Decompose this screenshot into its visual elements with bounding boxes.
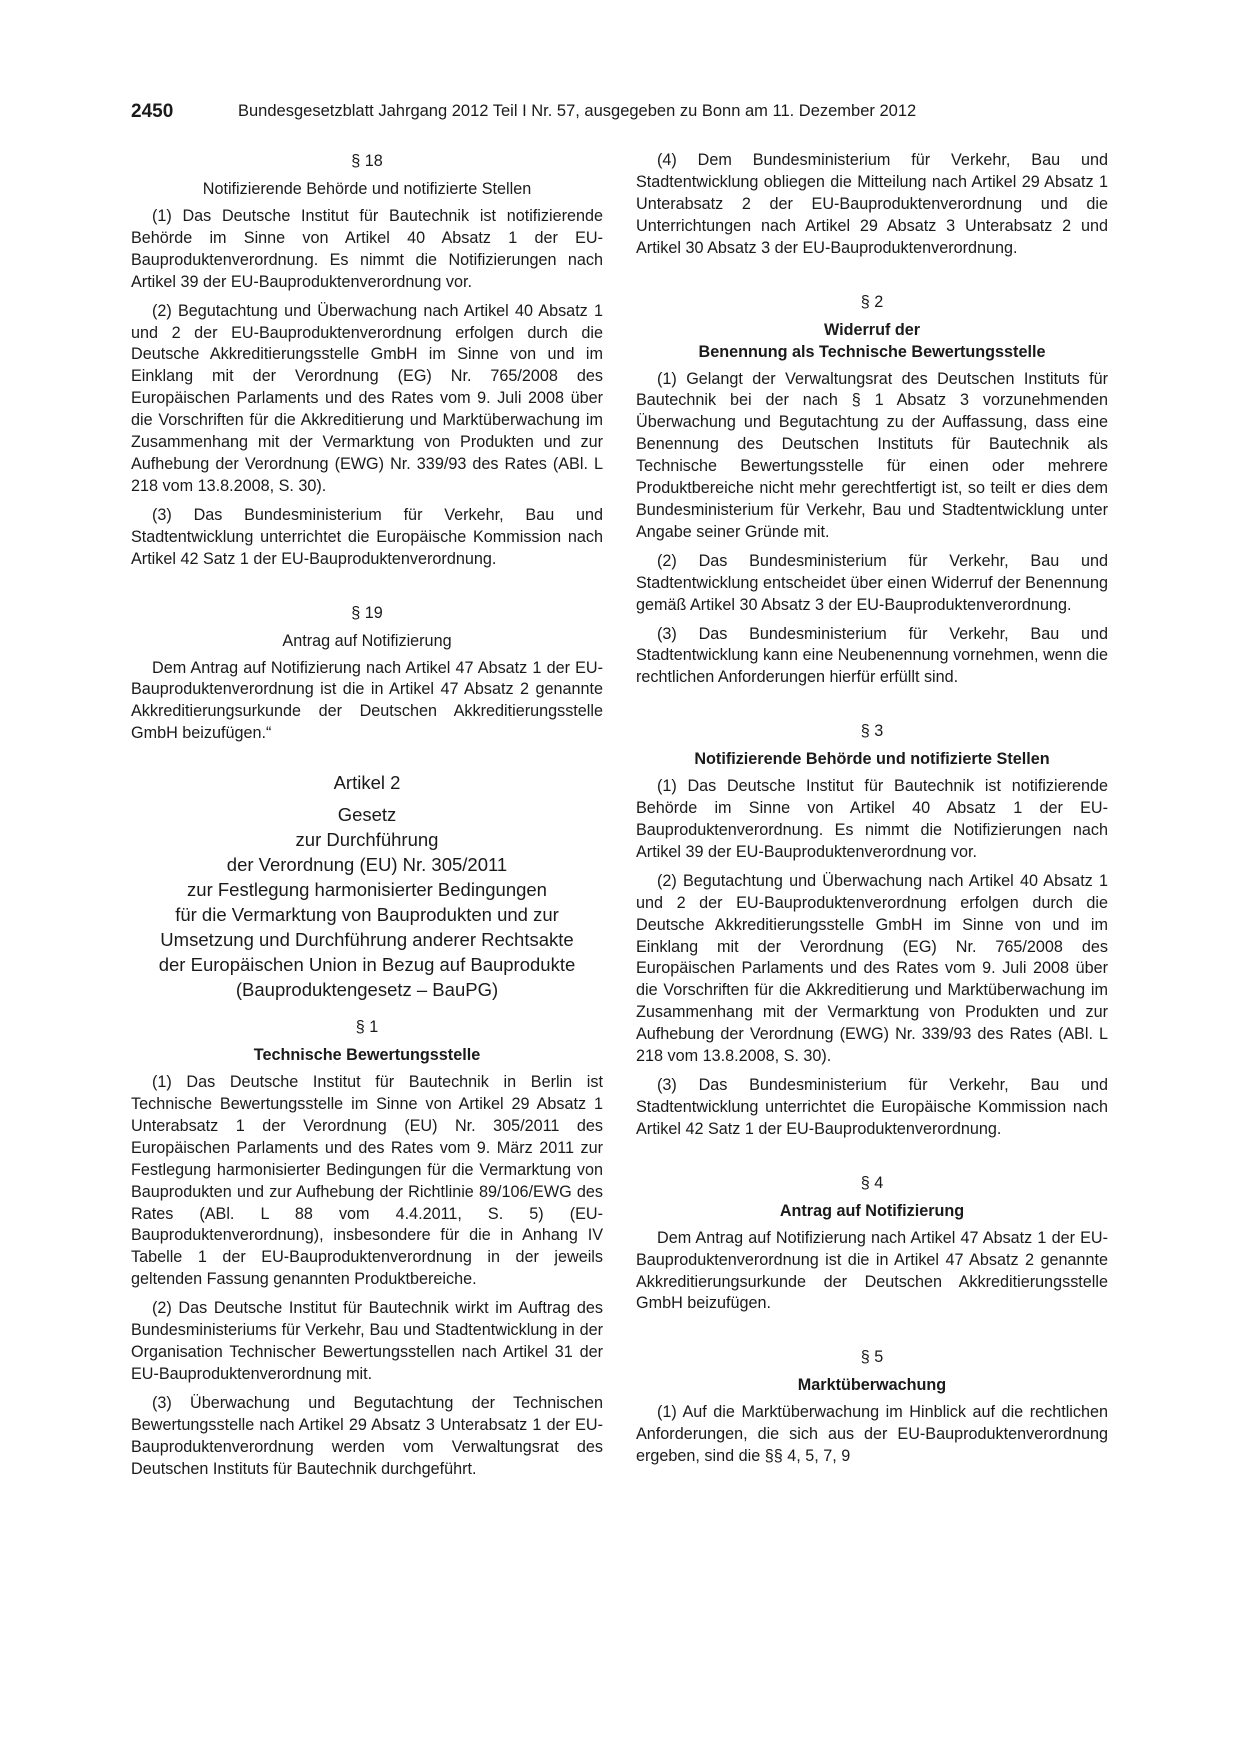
article-label: Artikel 2 — [333, 772, 401, 794]
article-title-line: für die Vermarktung von Bauprodukten und zur — [175, 904, 559, 926]
article-title-line: der Europäischen Union in Bezug auf Bauprodukte — [158, 954, 576, 976]
left-column — [131, 150, 603, 1487]
article-title — [131, 802, 603, 1002]
paragraph: (4) Dem Bundesministerium für Verkehr, Bau und Stadtentwicklung obliegen die Mitteilung nach Artikel 29 Absatz 1 Unterabsatz 2 der EU-Bauproduktenverordnung und die Unterrichtungen nach Artikel 29 Absatz 3 Unterabsatz 2 und Artikel 30 Absatz 3 der EU-Bauproduktenverordnung. — [636, 151, 1108, 257]
paragraph: (2) Das Bundesministerium für Verkehr, Bau und Stadtentwicklung entscheidet über einen Widerruf der Benennung gemäß Artikel 30 Absatz 3 der EU-Bauproduktenverordnung. — [636, 551, 1108, 614]
section-title-18: Notifizierende Behörde und notifizierte Stellen — [202, 180, 532, 198]
article-title-line: zur Durchführung — [295, 829, 439, 851]
section-number-3: § 3 — [860, 722, 884, 741]
paragraph: Dem Antrag auf Notifizierung nach Artikel 47 Absatz 1 der EU-Bauproduktenverordnung ist die in Artikel 47 Absatz 2 genannte Akkreditierungsurkunde der Deutschen Akkreditierungsstelle GmbH beizufügen.“ — [131, 658, 603, 743]
article-title-line: zur Festlegung harmonisierter Bedingungen — [187, 879, 547, 901]
section-title-3: Notifizierende Behörde und notifizierte Stellen — [694, 750, 1050, 769]
article-title-line: Gesetz — [337, 804, 397, 826]
paragraph: (1) Gelangt der Verwaltungsrat des Deutschen Instituts für Bautechnik bei der nach § 1 Absatz 3 vorzunehmenden Überwachung und Begutachtung zu der Auffassung, dass eine Benennung des Deutschen Instituts für Bautechnik als Technische Bewertungsstelle für einen oder mehrere Produktbereiche nicht mehr gerechtfertigt ist, so teilt er dies dem Bundesministerium für Verkehr, Bau und Stadtentwicklung unter Angabe seiner Gründe mit. — [636, 369, 1108, 541]
paragraph: (1) Auf die Marktüberwachung im Hinblick auf die rechtlichen Anforderungen, die sich aus der EU-Bauproduktenverordnung ergeben, sind die §§ 4, 5, 7, 9 — [636, 1403, 1108, 1466]
section-title-2-line1: Widerruf der — [823, 320, 921, 339]
section-title-1: Technische Bewertungsstelle — [253, 1046, 481, 1065]
section-title-19: Antrag auf Notifizierung — [282, 631, 452, 650]
article-title-line: (Bauproduktengesetz – BauPG) — [235, 979, 499, 1001]
page-header — [131, 101, 1111, 127]
section-number-2: § 2 — [860, 292, 884, 311]
paragraph: (3) Das Bundesministerium für Verkehr, Bau und Stadtentwicklung kann eine Neubenennung vornehmen, wenn die rechtlichen Anforderungen hierfür erfüllt sind. — [636, 624, 1108, 687]
article-title-line: der Verordnung (EU) Nr. 305/2011 — [226, 854, 508, 876]
paragraph: Dem Antrag auf Notifizierung nach Artikel 47 Absatz 1 der EU-Bauproduktenverordnung ist die in Artikel 47 Absatz 2 genannte Akkreditierungsurkunde der Deutschen Akkreditierungsstelle GmbH beizufügen. — [636, 1228, 1108, 1313]
paragraph: (3) Das Bundesministerium für Verkehr, Bau und Stadtentwicklung unterrichtet die Europäische Kommission nach Artikel 42 Satz 1 der EU-Bauproduktenverordnung. — [131, 505, 603, 568]
section-number-1: § 1 — [355, 1018, 379, 1037]
running-head: Bundesgesetzblatt Jahrgang 2012 Teil I Nr. 57, ausgegeben zu Bonn am 11. Dezember 2012 — [238, 102, 917, 120]
paragraph: (2) Begutachtung und Überwachung nach Artikel 40 Absatz 1 und 2 der EU-Bauproduktenverordnung erfolgen durch die Deutsche Akkreditierungsstelle GmbH im Sinne von und im Einklang mit der Verordnung (EG) Nr. 765/2008 des Europäischen Parlaments und des Rates vom 9. Juli 2008 über die Vorschriften für die Akkreditierung und Marktüberwachung im Zusammenhang mit der Vermarktung von Produkten und zur Aufhebung der Verordnung (EWG) Nr. 339/93 des Rates (ABl. L 218 vom 13.8.2008, S. 30). — [131, 301, 603, 495]
paragraph: (1) Das Deutsche Institut für Bautechnik in Berlin ist Technische Bewertungsstelle im Sinne von Artikel 29 Absatz 1 Unterabsatz 1 der Verordnung (EU) Nr. 305/2011 des Europäischen Parlaments und des Rates vom 9. März 2011 zur Festlegung harmonisierter Bedingungen für die Vermarktung von Bauprodukten und zur Aufhebung der Richtlinie 89/106/EWG des Rates (ABl. L 88 vom 4.4.2011, S. 5) (EU-Bauproduktenverordnung), insbesondere für die in Anhang IV Tabelle 1 der EU-Bauproduktenverordnung in der jeweils geltenden Fassung genannten Produktbereiche. — [131, 1073, 603, 1289]
section-number-18: § 18 — [351, 152, 383, 170]
paragraph: (3) Das Bundesministerium für Verkehr, Bau und Stadtentwicklung unterrichtet die Europäische Kommission nach Artikel 42 Satz 1 der EU-Bauproduktenverordnung. — [636, 1076, 1108, 1138]
section-number-5: § 5 — [860, 1348, 884, 1367]
section-number-19: § 19 — [351, 603, 383, 622]
article-title-line: Umsetzung und Durchführung anderer Rechtsakte — [160, 929, 574, 951]
section-number-4: § 4 — [860, 1173, 884, 1192]
paragraph: (2) Begutachtung und Überwachung nach Artikel 40 Absatz 1 und 2 der EU-Bauproduktenverordnung erfolgen durch die Deutsche Akkreditierungsstelle GmbH im Sinne von und im Einklang mit der Verordnung (EG) Nr. 765/2008 des Europäischen Parlaments und des Rates vom 9. Juli 2008 über die Vorschriften für die Akkreditierung und Marktüberwachung im Zusammenhang mit der Vermarktung von Produkten und zur Aufhebung der Verordnung (EWG) Nr. 339/93 des Rates (ABl. L 218 vom 13.8.2008, S. 30). — [636, 871, 1108, 1066]
paragraph: (3) Überwachung und Begutachtung der Technischen Bewertungsstelle nach Artikel 29 Absatz 3 Unterabsatz 1 der EU-Bauproduktenverordnung werden vom Verwaltungsrat des Deutschen Instituts für Bautechnik durchgeführt. — [131, 1393, 603, 1478]
paragraph: (1) Das Deutsche Institut für Bautechnik ist notifizierende Behörde im Sinne von Artikel 40 Absatz 1 der EU-Bauproduktenverordnung. Es nimmt die Notifizierungen nach Artikel 39 der EU-Bauproduktenverordnung vor. — [131, 207, 603, 291]
right-column — [636, 150, 1108, 1475]
section-title-2-line2: Benennung als Technische Bewertungsstelle — [698, 342, 1046, 361]
section-title-5: Marktüberwachung — [797, 1376, 947, 1395]
paragraph: (1) Das Deutsche Institut für Bautechnik ist notifizierende Behörde im Sinne von Artikel 40 Absatz 1 der EU-Bauproduktenverordnung. Es nimmt die Notifizierungen nach Artikel 39 der EU-Bauproduktenverordnung vor. — [636, 777, 1108, 861]
page-number: 2450 — [131, 101, 174, 122]
paragraph: (2) Das Deutsche Institut für Bautechnik wirkt im Auftrag des Bundesministeriums für Verkehr, Bau und Stadtentwicklung in der Organisation Technischer Bewertungsstellen nach Artikel 31 der EU-Bauproduktenverordnung mit. — [131, 1299, 603, 1383]
section-title-4: Antrag auf Notifizierung — [779, 1201, 965, 1220]
